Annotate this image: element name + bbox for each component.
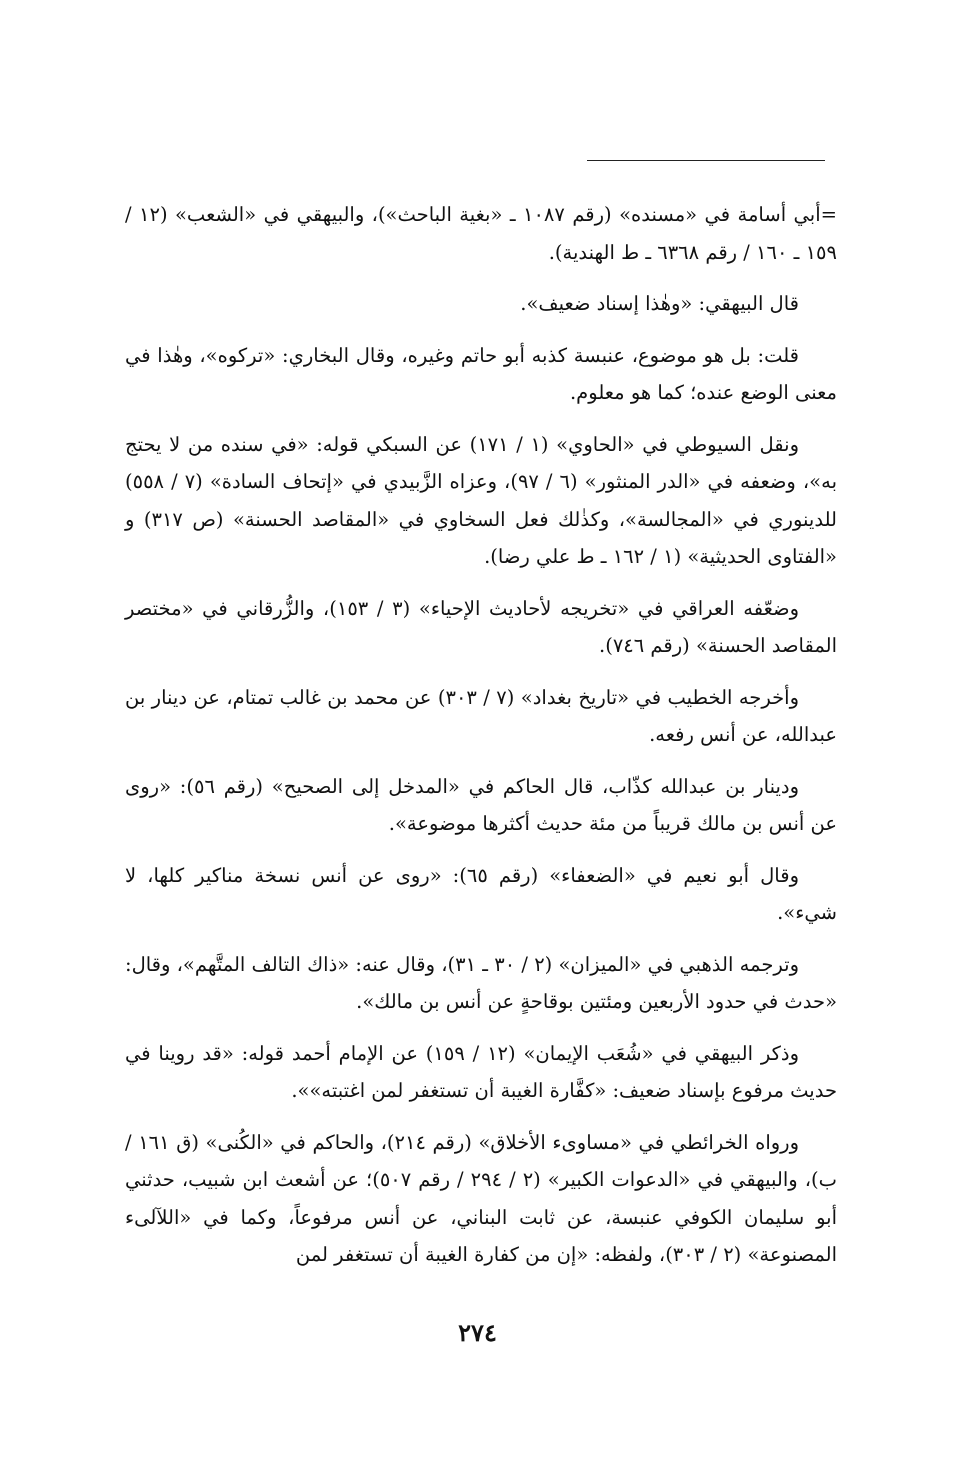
footnote-separator (587, 160, 825, 161)
paragraph-11: ورواه الخرائطي في «مساوىء الأخلاق» (رقم ٢١٤)، والحاكم في «الكُنى» (ق ١٦١ / ب)، والبيهقي في «الدعوات الكبير» (٢ / ٢٩٤ / رقم ٥٠٧)؛ عن أشعث ابن شبيب، حدثني أبو سليمان الكوفي عنبسة، عن ثابت البناني، عن أنس مرفوعاً، وكما في «اللآلىء المصنوعة» (٢ / ٣٠٣)، ولفظه: «إن من كفارة الغيبة أن تستغفر لمن (125, 1130, 837, 1266)
paragraph-9: وترجمه الذهبي في «الميزان» (٢ / ٣٠ ـ ٣١)، وقال عنه: «ذاك التالف المتَّهم»، وقال: «حدث في حدود الأربعين ومئتين بوقاحةٍ عن أنس بن مالك». (125, 952, 837, 1013)
paragraph-8: وقال أبو نعيم في «الضعفاء» (رقم ٦٥): «روى عن أنس نسخة مناكير كلها، لا شيء». (125, 863, 837, 924)
paragraph-5: وضعّفه العراقي في «تخريجه لأحاديث الإحياء» (٣ / ١٥٣)، والزُّرقاني في «مختصر المقاصد الحسنة» (رقم ٧٤٦). (125, 596, 837, 657)
page-number: ٢٧٤ (458, 1318, 497, 1347)
paragraph-4: ونقل السيوطي في «الحاوي» (١ / ١٧١) عن السبكي قوله: «في سنده من لا يحتج به»، وضعفه في «الدر المنثور» (٦ / ٩٧)، وعزاه الزَّبيدي في «إتحاف السادة» (٧ / ٥٥٨) للدينوري في «المجالسة»، وكذٰلك فعل السخاوي في «المقاصد الحسنة» (ص ٣١٧) و «الفتاوى الحديثية» (١ / ١٦٢ ـ ط علي رضا). (125, 432, 837, 568)
paragraph-3: قلت: بل هو موضوع، عنبسة كذبه أبو حاتم وغيره، وقال البخاري: «تركوه»، وهٰذا في معنى الوضع عنده؛ كما هو معلوم. (125, 343, 837, 404)
footnote-body (125, 196, 837, 1288)
paragraph-1: =أبي أسامة في «مسنده» (رقم ١٠٨٧ ـ «بغية الباحث»)، والبيهقي في «الشعب» (١٢ / ١٥٩ ـ ١٦٠ / رقم ٦٣٦٨ ـ ط الهندية). (125, 203, 837, 264)
paragraph-7: ودينار بن عبدالله كذّاب، قال الحاكم في «المدخل إلى الصحيح» (رقم ٥٦): «روى عن أنس بن مالك قريباً من مئة حديث أكثرها موضوعة». (125, 774, 837, 835)
paragraph-10: وذكر البيهقي في «شُعَب الإيمان» (١٢ / ١٥٩) عن الإمام أحمد قوله: «قد روينا في حديث مرفوع بإسناد ضعيف: «كفَّارة الغيبة أن تستغفر لمن اغتبته»». (125, 1041, 837, 1102)
paragraph-6: وأخرجه الخطيب في «تاريخ بغداد» (٧ / ٣٠٣) عن محمد بن غالب تمتام، عن دينار بن عبدالله، عن أنس رفعه. (125, 685, 837, 746)
paragraph-2: قال البيهقي: «وهٰذا إسناد ضعيف». (520, 292, 799, 315)
